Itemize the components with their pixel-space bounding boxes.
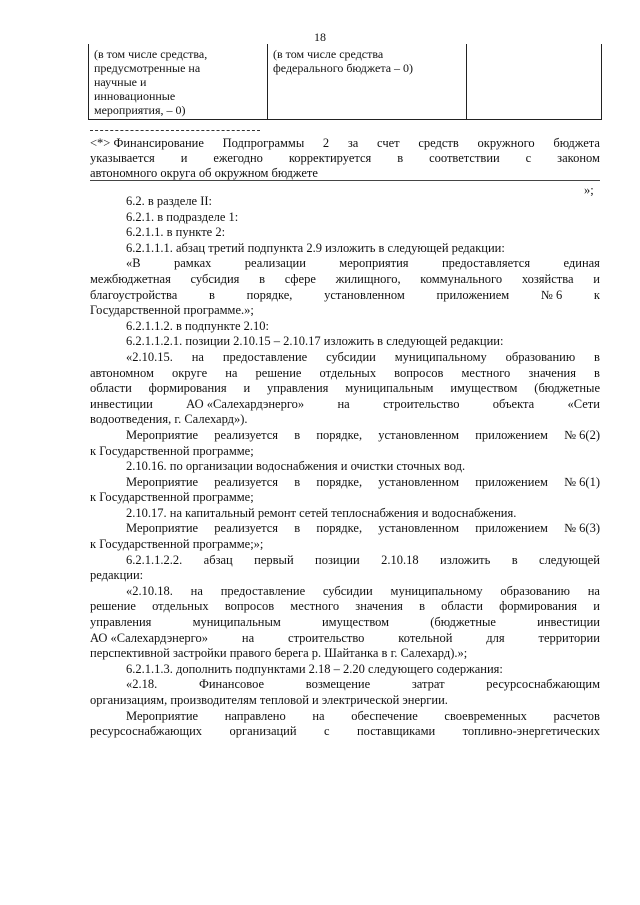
paragraph-line <box>90 256 600 272</box>
word: законом <box>557 151 600 165</box>
word: возмещение <box>305 677 371 692</box>
table-fragment <box>88 44 602 120</box>
word: на <box>191 349 204 364</box>
footnote-line-2 <box>90 151 600 166</box>
word: и <box>593 271 600 286</box>
word: в <box>294 474 301 489</box>
word: значения <box>528 365 576 380</box>
word: порядке, <box>246 287 293 302</box>
paragraph-line <box>90 397 600 413</box>
word: местного <box>290 599 340 614</box>
word: порядке, <box>316 521 363 536</box>
word: образованию <box>500 583 570 598</box>
page-number: 18 <box>314 30 326 44</box>
word: мероприятия <box>339 256 409 271</box>
paragraph-line <box>90 350 600 366</box>
word: субсидии <box>326 349 376 364</box>
word: единая <box>563 256 600 271</box>
word: на <box>312 708 325 723</box>
word: в <box>294 427 301 442</box>
paragraph: 6.2.1. в подразделе 1: <box>126 209 239 224</box>
word: рамках <box>174 256 212 271</box>
word: Мероприятие <box>126 427 199 442</box>
paragraph: 6.2.1.1. в пункте 2: <box>126 225 226 240</box>
word: инвестиции <box>537 615 600 630</box>
word: отдельных <box>319 365 377 380</box>
word: № 6(1) <box>564 474 600 489</box>
word: изложить <box>440 552 491 567</box>
paragraph-line: Государственной программе.»; <box>90 303 254 318</box>
word: 6.2.1.1.2.2. <box>126 552 183 567</box>
footnote-rule <box>90 180 600 182</box>
word: межбюджетная <box>90 271 171 286</box>
word: в <box>397 151 404 165</box>
word: ресурсоснабжающим <box>486 677 600 692</box>
word: предоставляется <box>441 256 531 271</box>
cell-line: (в том числе средства, <box>94 47 208 61</box>
word: образованию <box>505 349 576 364</box>
paragraph-line: к Государственной программе; <box>90 490 254 505</box>
paragraph-line <box>90 288 600 304</box>
word: имуществом <box>321 615 390 630</box>
paragraph: 6.2. в разделе II: <box>126 194 213 208</box>
word: за <box>347 136 359 150</box>
word: значения <box>355 599 403 614</box>
footnote <box>90 136 600 181</box>
word: муниципальному <box>390 583 483 598</box>
paragraph: 6.2.1.1.2.1. позиции 2.10.15 – 2.10.17 изложить в следующей редакции: <box>126 334 504 349</box>
word: (бюджетные <box>534 381 600 396</box>
word: порядке, <box>316 474 363 489</box>
word: объекта <box>492 396 535 411</box>
word: в <box>511 552 518 567</box>
word: к <box>593 287 600 302</box>
cell-line: инновационные <box>94 89 176 103</box>
word: управления <box>90 615 152 630</box>
footnote-separator <box>90 130 260 131</box>
word: в <box>294 521 301 536</box>
word: вопросов <box>394 365 444 380</box>
word: для <box>486 630 505 645</box>
cell-line: (в том числе средства <box>273 47 384 61</box>
word: расчетов <box>553 708 600 723</box>
word: реализуется <box>214 521 279 536</box>
word: предоставление <box>222 349 308 364</box>
cell-line: мероприятия, – 0) <box>94 103 186 117</box>
word: с <box>525 151 532 165</box>
word: приложением <box>436 287 510 302</box>
word: № 6(2) <box>564 427 600 442</box>
paragraph-line <box>90 584 600 600</box>
word: на <box>190 583 203 598</box>
word: <*> Финансирование <box>90 136 204 150</box>
word: местного <box>461 365 511 380</box>
paragraph-line: к Государственной программе;»; <box>90 537 264 552</box>
word: топливно-энергетических <box>462 724 600 739</box>
word: муниципальным <box>192 615 281 630</box>
table-cell-federal <box>268 44 467 120</box>
cell-line: научные и <box>94 75 147 89</box>
word: 2 <box>322 136 330 150</box>
word: установленном <box>378 521 460 536</box>
paragraph-line <box>90 428 600 444</box>
word: в <box>209 287 215 302</box>
word: первый <box>254 552 294 567</box>
paragraph: 6.2.1.1.1. абзац третий подпункта 2.9 изложить в следующей редакции: <box>126 240 505 255</box>
word: на <box>587 583 600 598</box>
word: на <box>337 396 350 411</box>
paragraph-line <box>90 724 600 740</box>
word: муниципальному <box>394 349 487 364</box>
word: соответствии <box>429 151 500 165</box>
paragraph-line <box>90 599 600 615</box>
word: реализуется <box>214 427 279 442</box>
word: формирования <box>148 381 227 396</box>
word: указывается <box>90 151 155 165</box>
cell-line: предусмотренные на <box>94 61 201 75</box>
word: области <box>90 381 132 396</box>
word: в <box>419 599 425 614</box>
word: реализации <box>244 256 306 271</box>
word: направлено <box>224 708 286 723</box>
word: Мероприятие <box>126 708 199 723</box>
word: организаций <box>229 724 297 739</box>
word: приложением <box>475 427 548 442</box>
word: установленном <box>378 427 460 442</box>
paragraph-line <box>90 631 600 647</box>
paragraph-line <box>90 553 600 569</box>
word: установленном <box>324 287 405 302</box>
word: «2.18. <box>126 677 158 692</box>
footnote-line-3 <box>90 166 600 181</box>
word: «2.10.15. <box>126 349 173 364</box>
word: в <box>259 271 266 286</box>
word: отдельных <box>152 599 209 614</box>
word: абзац <box>203 552 233 567</box>
cell-line: федерального бюджета – 0) <box>273 61 414 75</box>
word: установленном <box>378 474 460 489</box>
word: в <box>594 349 600 364</box>
word: предоставление <box>220 583 306 598</box>
word: поставщиками <box>356 724 436 739</box>
table-cell-empty <box>467 44 602 120</box>
word: автономном <box>90 365 154 380</box>
word: в <box>594 365 600 380</box>
paragraph-line <box>90 366 600 382</box>
word: приложением <box>475 521 548 536</box>
word: с <box>323 724 330 739</box>
close-quote: »; <box>584 183 594 197</box>
paragraph-line <box>90 381 600 397</box>
word: бюджета <box>553 136 600 150</box>
document-body <box>90 194 600 740</box>
paragraph-line <box>90 272 600 288</box>
word: (бюджетные <box>430 615 496 630</box>
word: и <box>180 151 188 165</box>
word: имуществом <box>450 381 518 396</box>
paragraph-line <box>90 521 600 537</box>
word: Мероприятие <box>126 474 199 489</box>
paragraph-line <box>90 709 600 725</box>
word: решение <box>255 365 302 380</box>
word: Финансовое <box>198 677 265 692</box>
word: счет <box>377 136 400 150</box>
paragraph-line: водоотведения, г. Салехард»). <box>90 412 248 427</box>
word: 2.10.18 <box>381 552 419 567</box>
paragraph-line: организациям, производителям тепловой и электрической энергии. <box>90 693 448 707</box>
word: и <box>593 599 600 614</box>
word: порядке, <box>316 427 363 442</box>
paragraph-line <box>90 677 600 693</box>
word: благоустройства <box>90 287 178 302</box>
word: вопросов <box>224 599 275 614</box>
paragraph: 6.2.1.1.3. дополнить подпунктами 2.18 – 2.20 следующего содержания: <box>126 661 503 676</box>
word: № 6 <box>540 287 563 302</box>
word: инвестиции <box>90 396 153 411</box>
paragraph-line: перспективной застройки правого берега р. Шайтанка в г. Салехард).»; <box>90 646 468 661</box>
word: территории <box>538 630 600 645</box>
word: «Сети <box>567 396 600 411</box>
word: Мероприятие <box>126 521 199 536</box>
paragraph-line: редакции: <box>90 568 144 583</box>
word: коммунального <box>420 271 503 286</box>
paragraph-line <box>90 615 600 631</box>
word: на <box>241 630 255 645</box>
word: сфере <box>284 271 316 286</box>
word: своевременных <box>444 708 527 723</box>
word: средств <box>418 136 459 150</box>
table-cell-scientific <box>89 44 268 120</box>
word: решение <box>90 599 136 614</box>
word: корректируется <box>288 151 372 165</box>
paragraph: 2.10.17. на капитальный ремонт сетей теплоснабжения и водоснабжения. <box>126 505 517 520</box>
word: хозяйства <box>521 271 574 286</box>
paragraph-line <box>90 475 600 491</box>
word: автономного округа об окружном бюджете <box>90 166 318 180</box>
word: обеспечение <box>351 708 418 723</box>
word: Подпрограммы <box>222 136 305 150</box>
word: «В <box>126 256 141 271</box>
word: субсидия <box>190 271 240 286</box>
word: котельной <box>398 630 453 645</box>
word: АО «Салехардэнерго» <box>186 396 305 411</box>
word: строительство <box>383 396 460 411</box>
word: ежегодно <box>213 151 263 165</box>
word: жилищного, <box>335 271 401 286</box>
paragraph-line: к Государственной программе; <box>90 443 254 458</box>
word: округе <box>171 365 208 380</box>
word: субсидии <box>322 583 373 598</box>
word: АО «Салехардэнерго» <box>90 630 208 645</box>
word: строительство <box>288 630 365 645</box>
word: затрат <box>411 677 445 692</box>
word: приложением <box>475 474 548 489</box>
word: формирования <box>499 599 578 614</box>
word: окружного <box>477 136 535 150</box>
word: области <box>441 599 483 614</box>
word: позиции <box>315 552 360 567</box>
word: муниципальным <box>345 381 434 396</box>
word: № 6(3) <box>564 521 600 536</box>
word: «2.10.18. <box>126 583 173 598</box>
word: ресурсоснабжающих <box>90 724 203 739</box>
word: управления <box>267 381 329 396</box>
word: на <box>225 365 238 380</box>
paragraph: 2.10.16. по организации водоснабжения и очистки сточных вод. <box>126 459 466 474</box>
footnote-line-1 <box>90 136 600 151</box>
word: реализуется <box>214 474 279 489</box>
word: следующей <box>539 552 600 567</box>
word: и <box>243 381 251 396</box>
paragraph: 6.2.1.1.2. в подпункте 2.10: <box>126 318 269 333</box>
